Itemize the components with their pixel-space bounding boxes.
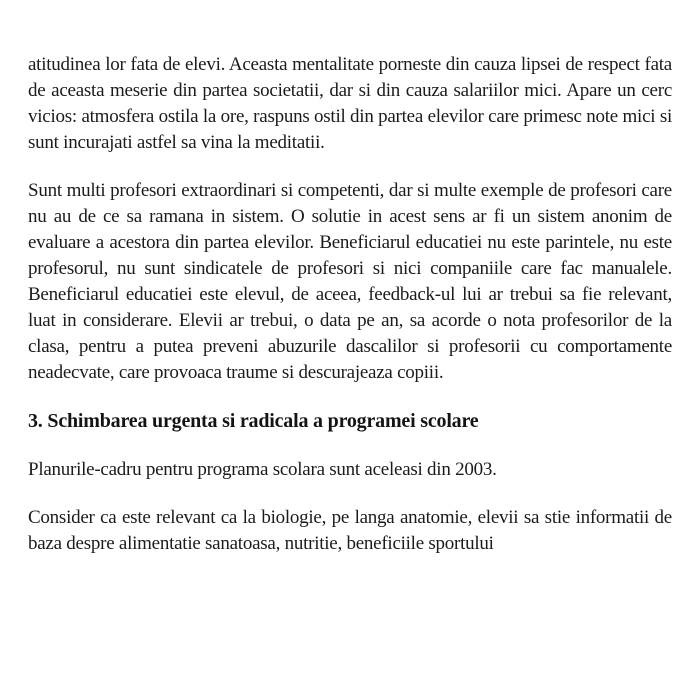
body-paragraph-curriculum: Planurile-cadru pentru programa scolara sunt aceleasi din 2003.: [28, 459, 497, 480]
section-heading: 3. Schimbarea urgenta si radicala a programei scolare: [28, 410, 479, 432]
body-paragraph-teachers-evaluation: Sunt multi profesori extraordinari si competenti, dar si multe exemple de profesori care nu au de ce sa ramana in sistem. O solutie in acest sens ar fi un sistem anonim de evaluare a acestora din partea elevilor. Beneficiarul educatiei nu este parintele, nu este profesorul, nu sunt sindicatele de profesori si nici companiile care fac manualele. Beneficiarul educatiei este elevul, de aceea, feedback-ul lui ar trebui sa fie relevant, luat in considerare. Elevii ar trebui, o data pe an, sa acorde o nota profesorilor de la clasa, pentru a putea preveni abuzurile dascalilor si profesorii cu comportamente neadecvate, care provoaca traume si descurajeaza copiii.: [28, 180, 672, 383]
body-paragraph-continuation: atitudinea lor fata de elevi. Aceasta mentalitate porneste din cauza lipsei de respect fata de aceasta meserie din partea societatii, dar si din cauza salariilor mici. Apare un cerc vicios: atmosfera ostila la ore, raspuns ostil din partea elevilor care primesc note mici si sunt incurajati astfel sa vina la meditatii.: [28, 54, 672, 153]
body-paragraph-biology: Consider ca este relevant ca la biologie, pe langa anatomie, elevii sa stie informatii de baza despre alimentatie sanatoasa, nutritie, beneficiile sportului: [28, 507, 672, 554]
